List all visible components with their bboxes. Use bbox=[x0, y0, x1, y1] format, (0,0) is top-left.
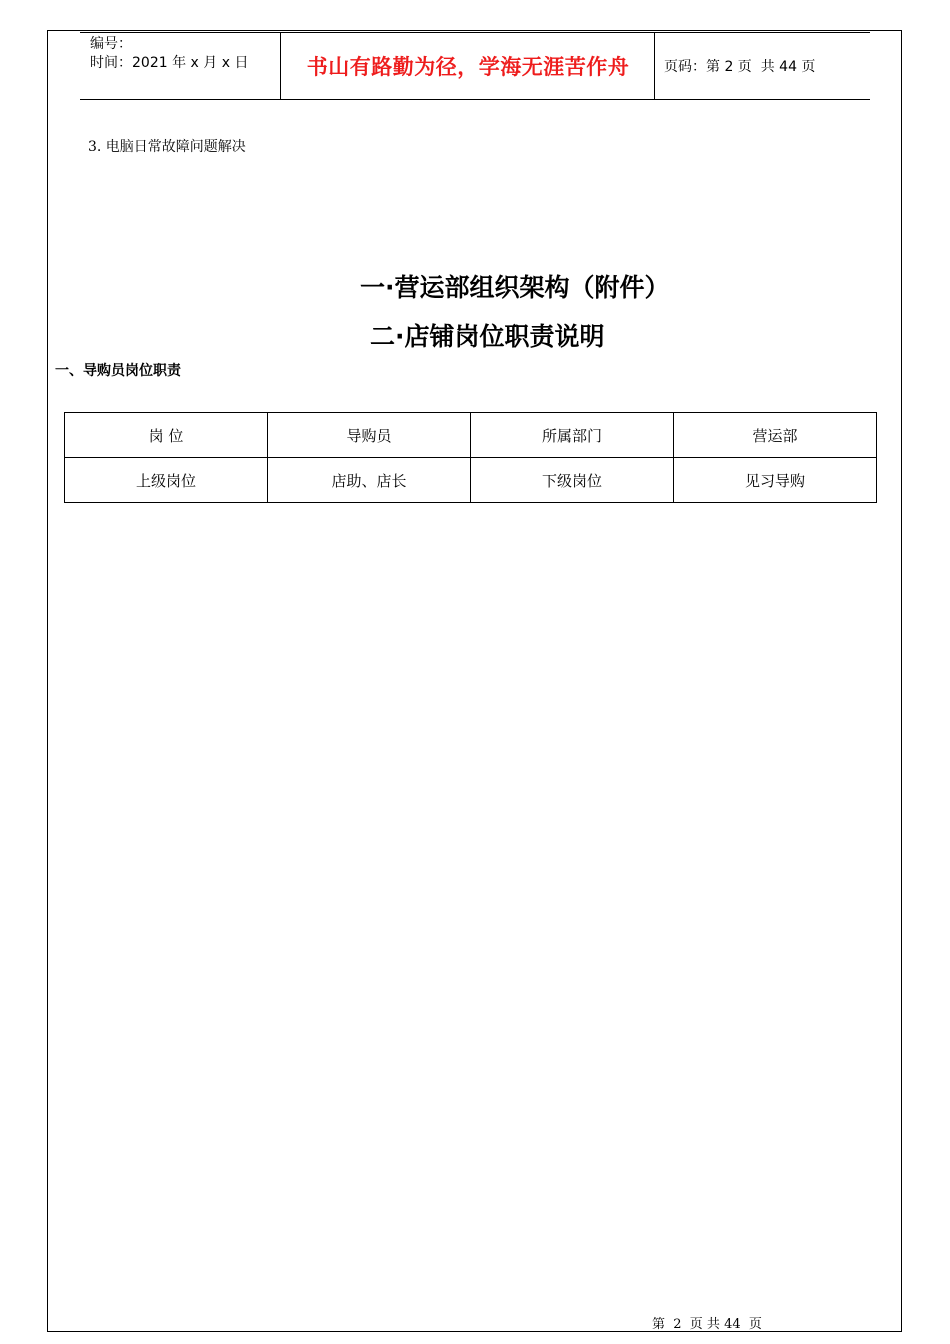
header-page-code: 页码：第 2 页 共 44 页 bbox=[664, 59, 816, 75]
table-cell: 所属部门 bbox=[471, 413, 674, 458]
table-cell: 导购员 bbox=[268, 413, 471, 458]
table-row bbox=[65, 413, 877, 458]
table-cell: 见习导购 bbox=[674, 458, 877, 503]
table-row bbox=[65, 458, 877, 503]
table-cell: 上级岗位 bbox=[65, 458, 268, 503]
table-cell: 下级岗位 bbox=[471, 458, 674, 503]
heading-part-one: 一·营运部组织架构（附件） bbox=[360, 273, 670, 302]
position-info-table bbox=[64, 412, 877, 503]
header-meta bbox=[90, 35, 280, 73]
footer-page-number: 第 2 页 共 44 页 bbox=[652, 1317, 762, 1332]
table-cell: 店助、店长 bbox=[268, 458, 471, 503]
date-line: 时间：2021 年 x 月 x 日 bbox=[90, 55, 249, 71]
toc-item: 3. 电脑日常故障问题解决 bbox=[88, 139, 246, 155]
section-title: 一、导购员岗位职责 bbox=[55, 363, 181, 379]
heading-part-two: 二·店铺岗位职责说明 bbox=[370, 322, 605, 351]
page-border bbox=[47, 30, 902, 1332]
header-divider-right bbox=[654, 33, 655, 99]
document-header bbox=[80, 32, 870, 100]
table-cell: 岗 位 bbox=[65, 413, 268, 458]
header-motto: 书山有路勤为径，学海无涯苦作舟 bbox=[306, 54, 630, 79]
table-cell: 营运部 bbox=[674, 413, 877, 458]
doc-number-label: 编号： bbox=[90, 36, 132, 52]
